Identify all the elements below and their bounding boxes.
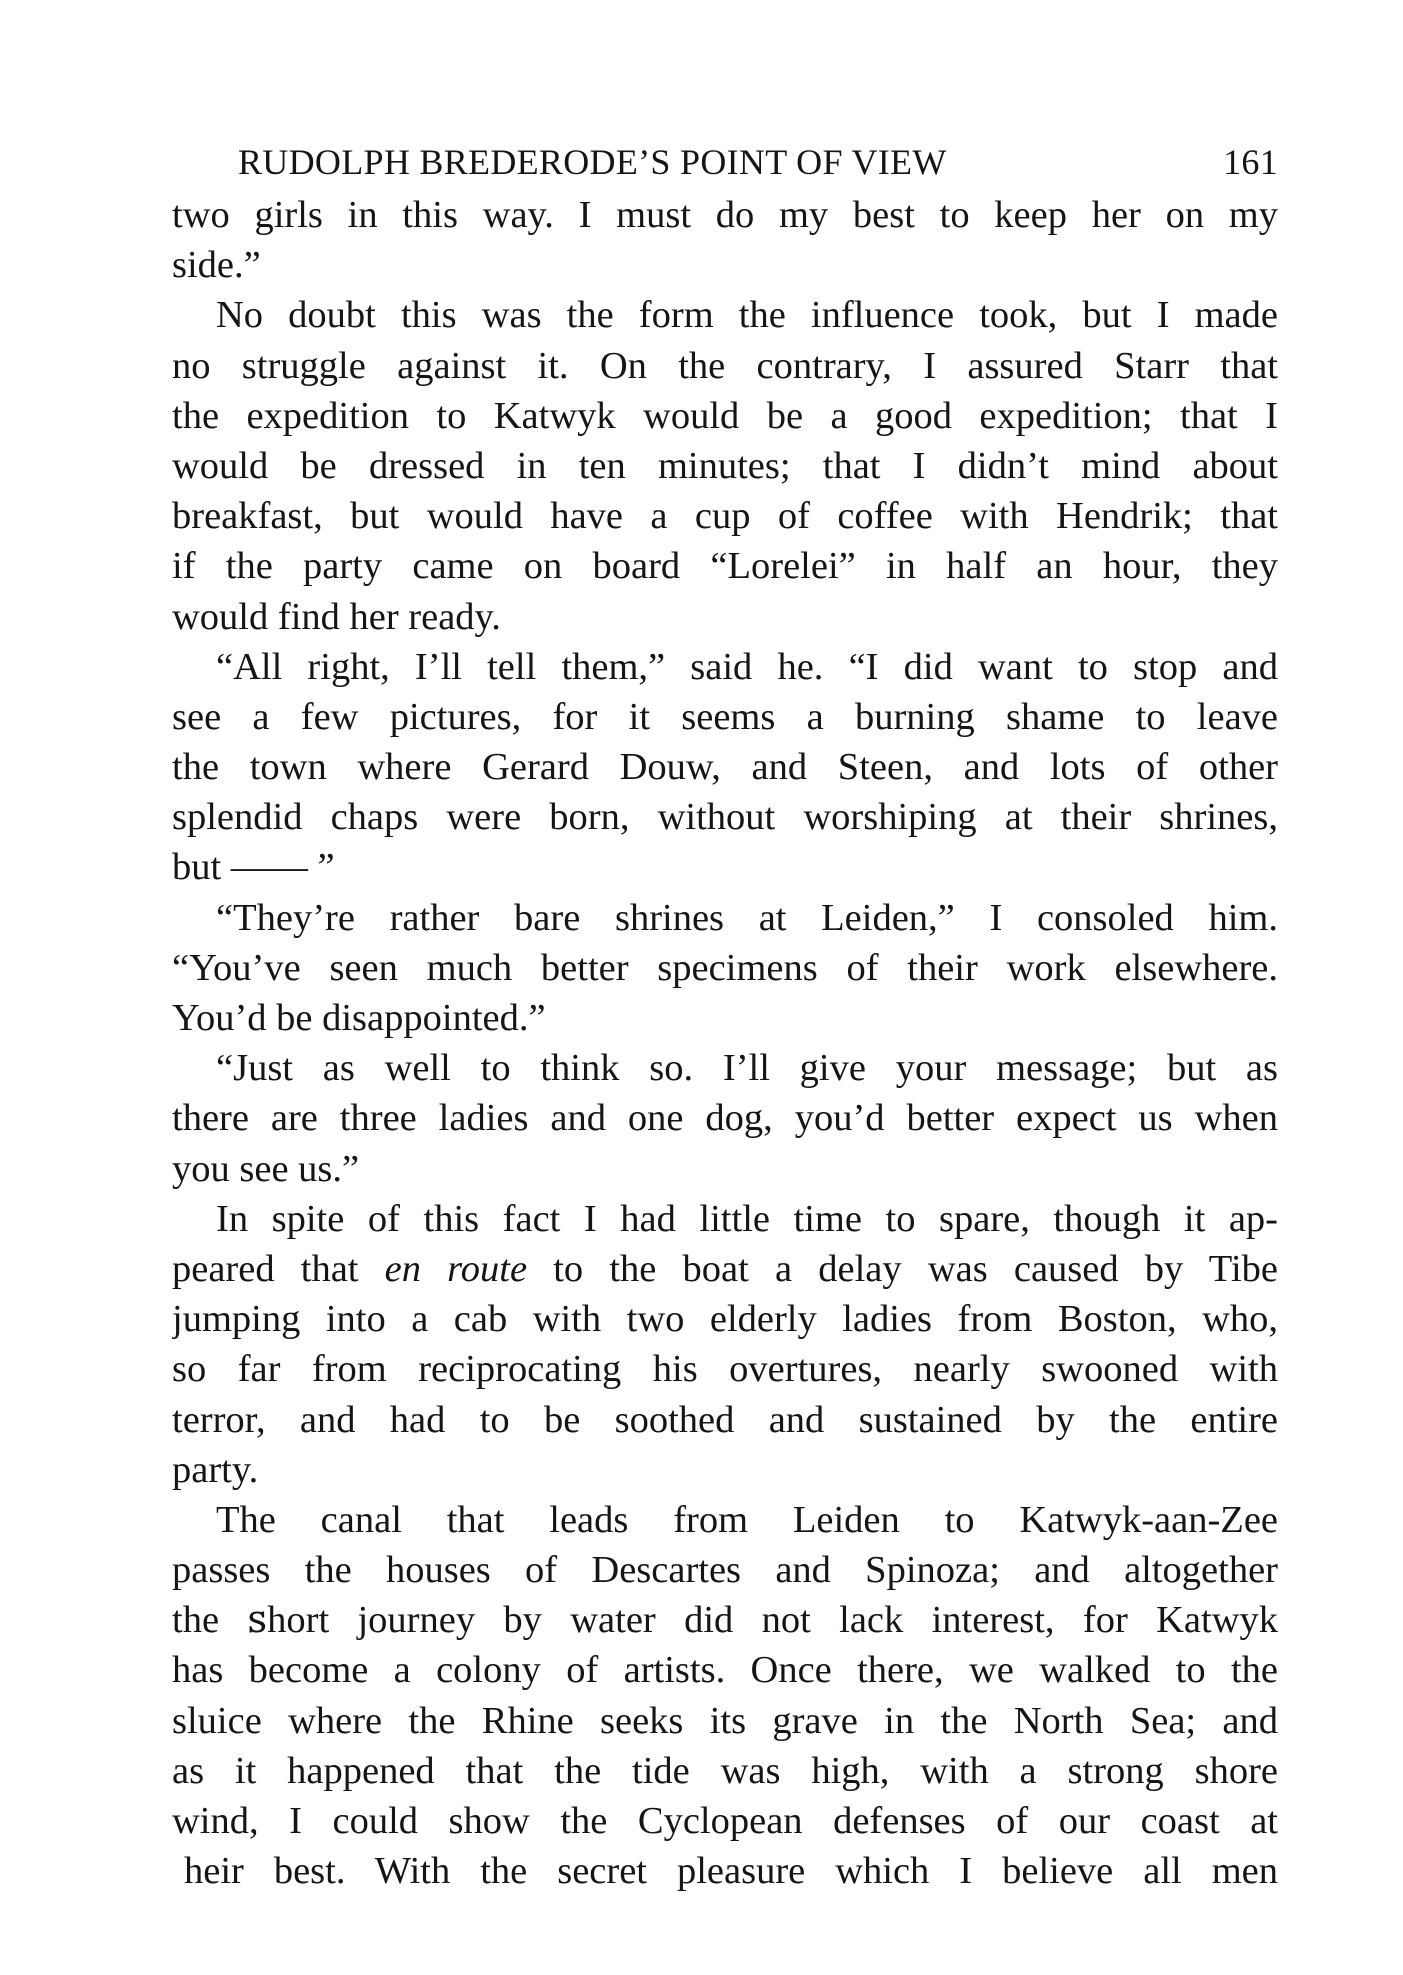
- text-line: “They’re rather bare shrines at Leiden,” I consoled him.: [216, 896, 1278, 939]
- text-line: if the party came on board “Lorelei” in half an hour, they: [172, 545, 1278, 588]
- text-run: peared that: [172, 1247, 385, 1290]
- text-line: the town where Gerard Douw, and Steen, and lots of other: [172, 746, 1278, 789]
- text-line: no struggle against it. On the contrary, I assured Starr that: [172, 344, 1278, 387]
- running-head-title: RUDOLPH BREDERODE’S POINT OF VIEW: [238, 142, 947, 182]
- text-line: the ꜱhort journey by water did not lack interest, for Katwyk: [172, 1599, 1278, 1642]
- text-line: No doubt this was the form the influence took, but I made: [216, 294, 1278, 337]
- text-line: sluice where the Rhine seeks its grave in the North Sea; and: [172, 1699, 1278, 1742]
- text-line: heir best. With the secret pleasure which I believe all men: [184, 1850, 1278, 1893]
- text-line: breakfast, but would have a cup of coffee with Hendrik; that: [172, 495, 1278, 538]
- text-line: splendid chaps were born, without worshiping at their shrines,: [172, 796, 1278, 839]
- text-line: has become a colony of artists. Once there, we walked to the: [172, 1649, 1278, 1692]
- text-line: “All right, I’ll tell them,” said he. “I did want to stop and: [216, 645, 1278, 688]
- text-line: as it happened that the tide was high, with a strong shore: [172, 1749, 1278, 1792]
- text-line: would be dressed in ten minutes; that I didn’t mind about: [172, 444, 1278, 487]
- text-line-with-italic: [172, 1244, 1278, 1294]
- text-line: In spite of this fact I had little time to spare, though it ap-: [216, 1197, 1278, 1240]
- text-line: but —— ”: [172, 846, 335, 889]
- italic-phrase: en route: [384, 1247, 528, 1290]
- text-line: The canal that leads from Leiden to Katwyk-aan-Zee: [216, 1498, 1278, 1541]
- text-line: you see us.”: [172, 1147, 360, 1190]
- text-line: would find her ready.: [172, 595, 501, 638]
- text-line: terror, and had to be soothed and sustained by the entire: [172, 1398, 1278, 1441]
- text-line: passes the houses of Descartes and Spinoza; and altogether: [172, 1549, 1278, 1592]
- text-line: “You’ve seen much better specimens of their work elsewhere.: [172, 946, 1278, 989]
- body-text: [172, 190, 1278, 1896]
- page-number: 161: [1223, 142, 1278, 182]
- text-line: “Just as well to think so. I’ll give your message; but as: [216, 1047, 1278, 1090]
- text-run: to the boat a delay was caused by Tibe: [527, 1247, 1278, 1290]
- text-line: wind, I could show the Cyclopean defenses of our coast at: [172, 1800, 1278, 1842]
- text-line: the expedition to Katwyk would be a good expedition; that I: [172, 394, 1278, 437]
- text-line: jumping into a cab with two elderly ladies from Boston, who,: [172, 1298, 1278, 1341]
- text-line: side.”: [172, 244, 261, 287]
- text-line: party.: [172, 1448, 259, 1491]
- text-line: see a few pictures, for it seems a burning shame to leave: [172, 695, 1278, 738]
- text-line: there are three ladies and one dog, you’d better expect us when: [172, 1097, 1278, 1140]
- text-line: two girls in this way. I must do my best to keep her on my: [172, 194, 1278, 236]
- running-head: [238, 138, 1278, 186]
- text-line: You’d be disappointed.”: [172, 997, 546, 1039]
- text-line: so far from reciprocating his overtures, nearly swooned with: [172, 1348, 1278, 1391]
